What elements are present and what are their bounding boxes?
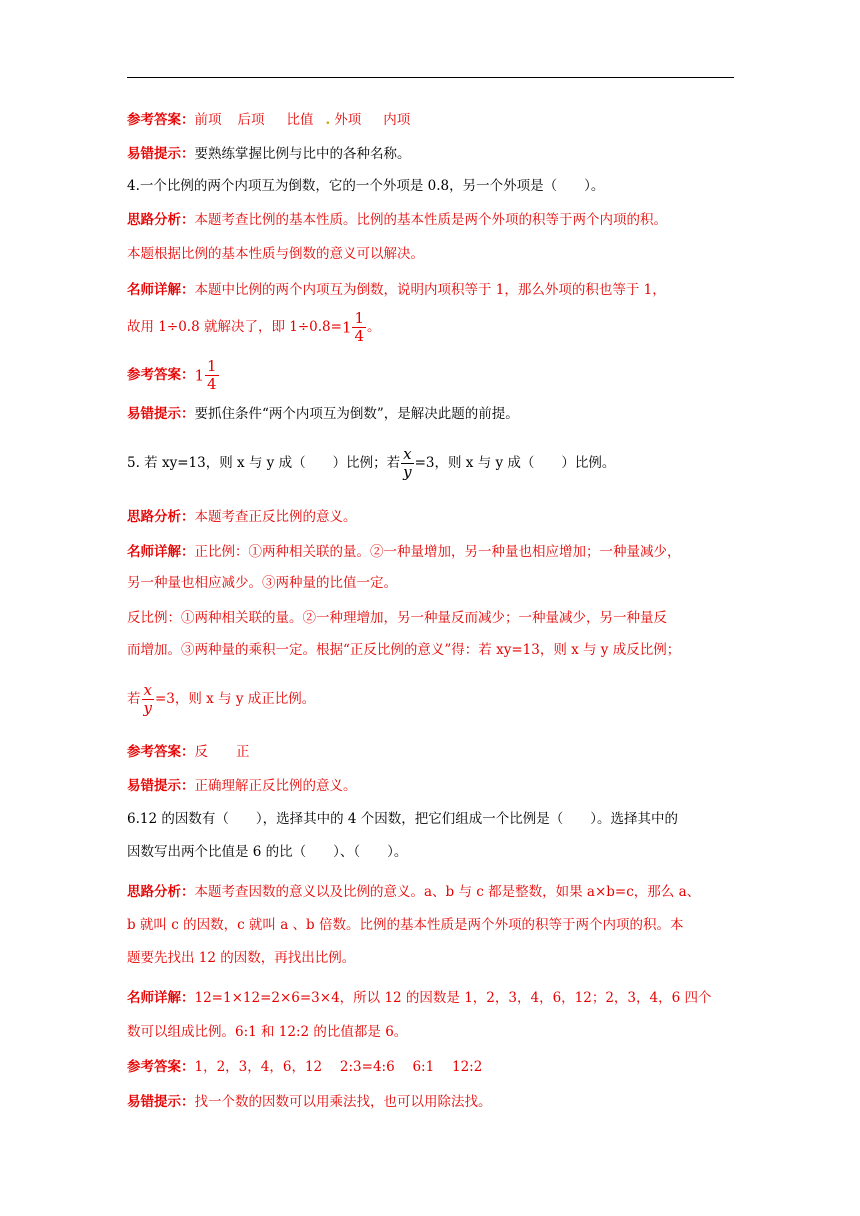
answer-6 (127, 1057, 482, 1077)
analysis-6-line-1 (127, 882, 700, 902)
question-5 (127, 440, 615, 486)
mixed-fraction (342, 304, 367, 351)
detail-5-line-2: 另一种量也相应减少。③两种量的比值一定。 (127, 575, 397, 591)
question-text: =3，则 x 与 y 成（ ）比例。 (414, 455, 616, 471)
detail-text: 12=1×12=2×6=3×4，所以 12 的因数是 1，2，3，4，6，12；2，3，4，6 四个 (194, 990, 712, 1006)
tip-text: 要抓住条件“两个内项互为倒数”，是解决此题的前提。 (194, 406, 519, 422)
tip-label: 易错提示： (127, 778, 195, 794)
answer-item: 后项 (237, 112, 265, 128)
detail-text: =3，则 x 与 y 成正比例。 (154, 691, 316, 707)
answer-item: 内项 (383, 112, 411, 128)
detail-4-line-1 (127, 280, 666, 300)
answer-line-3 (127, 110, 410, 130)
analysis-label: 思路分析： (127, 212, 195, 228)
detail-6-line-2: 数可以组成比例。6:1 和 12:2 的比值都是 6。 (127, 1024, 408, 1040)
detail-text: 。 (367, 319, 381, 335)
answer-4 (127, 352, 220, 398)
analysis-4-line-2: 本题根据比例的基本性质与倒数的意义可以解决。 (127, 246, 424, 262)
fraction-whole: 1 (341, 318, 352, 337)
answer-label: 参考答案： (127, 744, 195, 760)
question-text: 5. 若 xy=13，则 x 与 y 成（ ）比例；若 (127, 455, 401, 471)
tip-text: 正确理解正反比例的意义。 (194, 778, 357, 794)
fraction (352, 310, 366, 345)
answer-label: 参考答案： (127, 112, 195, 128)
analysis-6-line-3: 题要先找出 12 的因数，再找出比例。 (127, 950, 356, 966)
answer-item: 正 (236, 744, 250, 760)
answer-item: 反 (194, 744, 208, 760)
question-6-line-1: 6.12 的因数有（ ），选择其中的 4 个因数，把它们组成一个比例是（ ）。选择其中的 (127, 811, 679, 827)
detail-label: 名师详解： (127, 990, 195, 1006)
header-rule (127, 77, 734, 78)
fraction-numerator: x (401, 446, 413, 464)
fraction-denominator: 4 (354, 327, 365, 346)
detail-5-line-3: 反比例：①两种相关联的量。②一种理增加，另一种量反而减少；一种量减少，另一种量反 (127, 610, 667, 626)
tip-text: 要熟练掌握比例与比中的各种名称。 (194, 146, 411, 162)
tip-label: 易错提示： (127, 1094, 195, 1110)
tip-label: 易错提示： (127, 406, 195, 422)
tip-5 (127, 776, 357, 796)
detail-6-line-1 (127, 988, 712, 1008)
tip-4 (127, 404, 519, 424)
fraction (142, 682, 154, 717)
detail-text: 故用 1÷0.8 就解决了，即 1÷0.8= (127, 319, 342, 335)
mixed-fraction (195, 352, 220, 399)
tip-line-3 (127, 144, 411, 164)
tip-label: 易错提示： (127, 146, 195, 162)
question-6-line-2: 因数写出两个比值是 6 的比（ ）、（ ）。 (127, 844, 408, 860)
detail-5-line-4: 而增加。③两种量的乘积一定。根据“正反比例的意义”得：若 xy=13，则 x 与 y 成反比例； (127, 642, 681, 658)
fraction (401, 446, 413, 481)
question-4: 4.一个比例的两个内项互为倒数，它的一个外项是 0.8，另一个外项是（ ）。 (127, 178, 605, 194)
answer-5 (127, 742, 250, 762)
tip-text: 找一个数的因数可以用乘法找，也可以用除法找。 (194, 1094, 492, 1110)
detail-label: 名师详解： (127, 544, 195, 560)
fraction-denominator: 4 (207, 375, 217, 394)
detail-5-line-1 (127, 542, 681, 562)
fraction-denominator: y (403, 463, 412, 481)
answer-label: 参考答案： (127, 1059, 195, 1075)
answer-text: 1，2，3，4，6，12 2:3=4:6 6:1 12:2 (194, 1059, 483, 1075)
fraction-numerator: 1 (354, 309, 365, 328)
answer-item: 比值 (286, 112, 314, 128)
answer-item: 外项 (334, 112, 362, 128)
fraction-whole: 1 (194, 366, 205, 385)
analysis-text: 本题考查因数的意义以及比例的意义。a、b 与 c 都是整数，如果 a×b=c，那么 a、 (194, 884, 701, 900)
detail-text: 正比例：①两种相关联的量。②一种量增加，另一种量也相应增加；一种量减少， (194, 544, 681, 560)
answer-label: 参考答案： (127, 367, 195, 383)
analysis-4-line-1 (127, 210, 667, 230)
answer-item: 前项 (194, 112, 222, 128)
analysis-text: 本题考查正反比例的意义。 (194, 509, 357, 525)
fraction-numerator: 1 (207, 357, 217, 376)
analysis-label: 思路分析： (127, 509, 195, 525)
detail-text: 本题中比例的两个内项互为倒数，说明内项积等于 1，那么外项的积也等于 1， (194, 282, 666, 298)
detail-4-line-2 (127, 304, 381, 350)
answer-dot: . (325, 112, 331, 128)
detail-label: 名师详解： (127, 282, 195, 298)
fraction (205, 358, 219, 393)
fraction-denominator: y (143, 699, 152, 717)
analysis-label: 思路分析： (127, 884, 195, 900)
analysis-text: 本题考查比例的基本性质。比例的基本性质是两个外项的积等于两个内项的积。 (194, 212, 667, 228)
detail-5-line-5 (127, 676, 315, 722)
analysis-6-line-2: b 就叫 c 的因数，c 就叫 a 、b 倍数。比例的基本性质是两个外项的积等于两个内项的积。本 (127, 917, 684, 933)
analysis-5 (127, 507, 357, 527)
fraction-numerator: x (142, 682, 154, 700)
tip-6 (127, 1092, 492, 1112)
detail-text: 若 (127, 691, 141, 707)
